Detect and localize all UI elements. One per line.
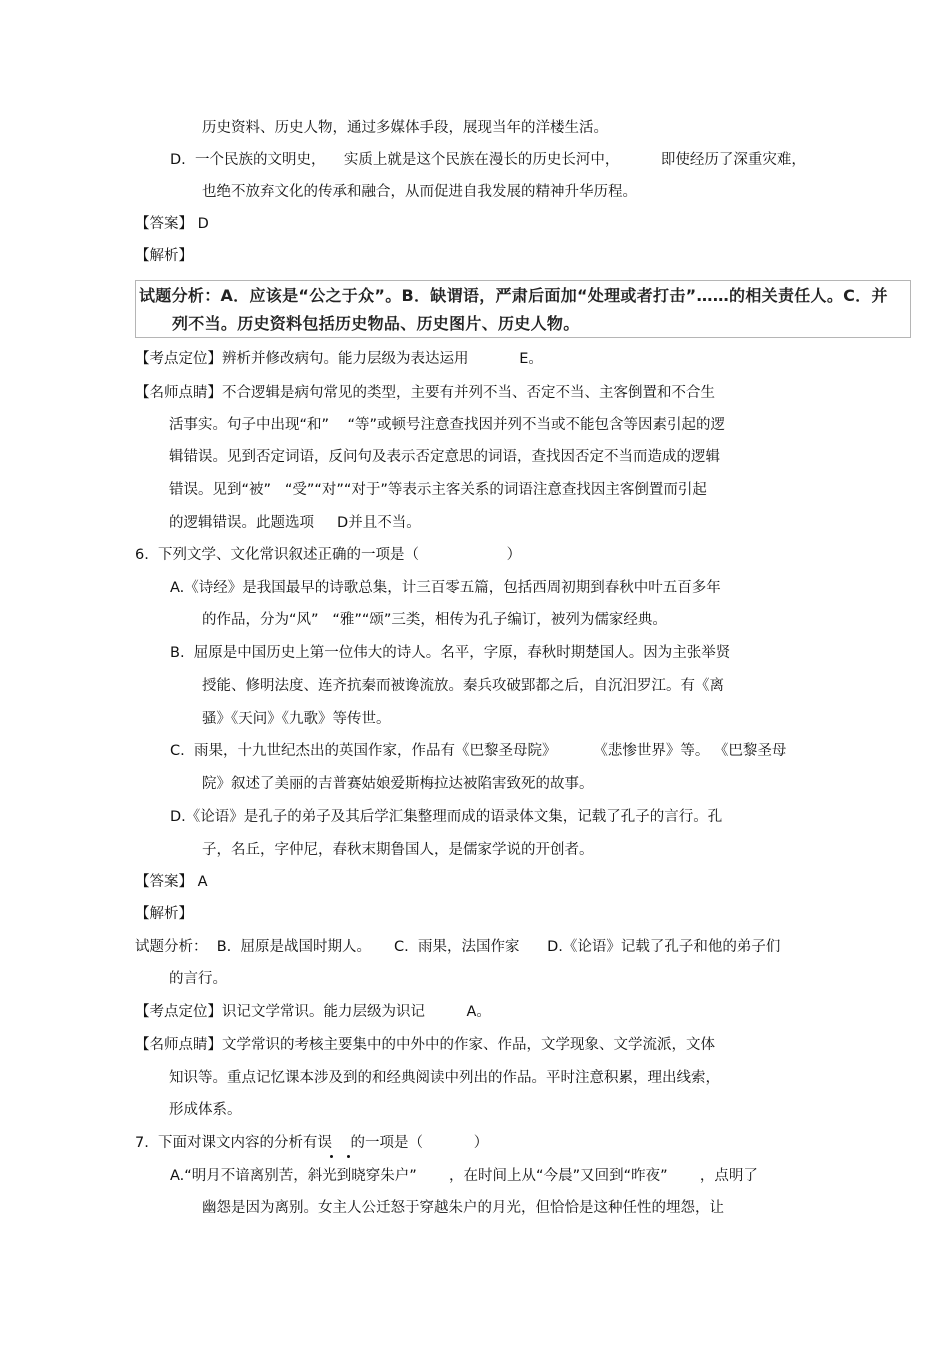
text-line: 的逻辑错误。此题选项 D并且不当。 [169,515,421,531]
option-b-line: B. 屈原是中国历史上第一位伟大的诗人。名平，字原，春秋时期楚国人。因为主张举贤 [170,645,731,661]
question-6-stem: 6. 下列文学、文化常识叙述正确的一项是（ ） [135,547,522,563]
text-line: 知识等。重点记忆课本涉及到的和经典阅读中列出的作品。平时注意积累，理出线索， [169,1070,720,1086]
text-line: 的作品，分为“风” “雅”“颂”三类，相传为孔子编订，被列为儒家经典。 [202,612,667,628]
analysis-box-line: 试题分析：A．应该是“公之于众”。B．缺谓语，严肃后面加“处理或者打击”……的相关责任人。C．并 [139,286,888,305]
text-line: 的言行。 [169,971,227,987]
text-line: 骚》《天问》《九歌》等传世。 [202,711,391,727]
text-line: 也绝不放弃文化的传承和融合，从而促进自我发展的精神升华历程。 [202,184,637,200]
question-7-stem: 7. 下面对课文内容的分析有误 的一项是（ ） [135,1135,489,1151]
teacher-note-line: 【名师点睛】文学常识的考核主要集中的中外中的作家、作品，文学现象、文学流派，文体 [135,1037,715,1053]
option-d-line: D. 一个民族的文明史， 实质上就是这个民族在漫长的历史长河中， 即使经历了深重灾难， [170,152,806,168]
text-line: 形成体系。 [169,1102,242,1118]
text-line: 院》叙述了美丽的吉普赛姑娘爱斯梅拉达被陷害致死的故事。 [202,776,594,792]
analysis-box-line: 列不当。历史资料包括历史物品、历史图片、历史人物。 [172,314,580,333]
key-point-line: 【考点定位】识记文学常识。能力层级为识记 A。 [135,1004,491,1020]
option-a-line: A.“明月不谙离别苦，斜光到晓穿朱户” ，在时间上从“今晨”又回到“昨夜” ，点明了 [170,1168,758,1184]
analysis-label: 【解析】 [135,248,193,264]
emphasis-dot [330,1155,333,1158]
analysis-line: 试题分析： B. 屈原是战国时期人。 C. 雨果，法国作家 D.《论语》记载了孔子和他的弟子们 [135,939,781,955]
key-point-line: 【考点定位】辨析并修改病句。能力层级为表达运用 E。 [135,351,543,367]
option-a-line: A.《诗经》是我国最早的诗歌总集，计三百零五篇，包括西周初期到春秋中叶五百多年 [170,580,721,596]
option-d-line: D.《论语》是孔子的弟子及其后学汇集整理而成的语录体文集，记载了孔子的言行。孔 [170,809,723,825]
answer-label: 【答案】 D [135,216,209,232]
text-line: 授能、修明法度、连齐抗秦而被谗流放。秦兵攻破郢都之后，自沉汨罗江。有《离 [202,678,724,694]
text-line: 历史资料、历史人物，通过多媒体手段，展现当年的洋楼生活。 [202,120,608,136]
analysis-label: 【解析】 [135,906,193,922]
text-line: 辑错误。见到否定词语，反问句及表示否定意思的词语，查找因否定不当而造成的逻辑 [169,449,720,465]
text-line: 子，名丘，字仲尼，春秋末期鲁国人，是儒家学说的开创者。 [202,842,594,858]
text-line: 错误。见到“被” “受”“对”“对于”等表示主客关系的词语注意查找因主客倒置而引起 [169,482,707,498]
analysis-image-box [135,280,911,338]
text-line: 幽怨是因为离别。女主人公迁怒于穿越朱户的月光，但恰恰是这种任性的埋怨，让 [202,1200,724,1216]
emphasis-dot [347,1155,350,1158]
answer-label: 【答案】 A [135,874,208,890]
teacher-note-line: 【名师点睛】不合逻辑是病句常见的类型，主要有并列不当、否定不当、主客倒置和不合生 [135,385,715,401]
text-line: 活事实。句子中出现“和” “等”或顿号注意查找因并列不当或不能包含等因素引起的逻 [169,417,725,433]
option-c-line: C. 雨果，十九世纪杰出的英国作家，作品有《巴黎圣母院》 《悲惨世界》等。 《巴黎圣母 [170,743,787,759]
